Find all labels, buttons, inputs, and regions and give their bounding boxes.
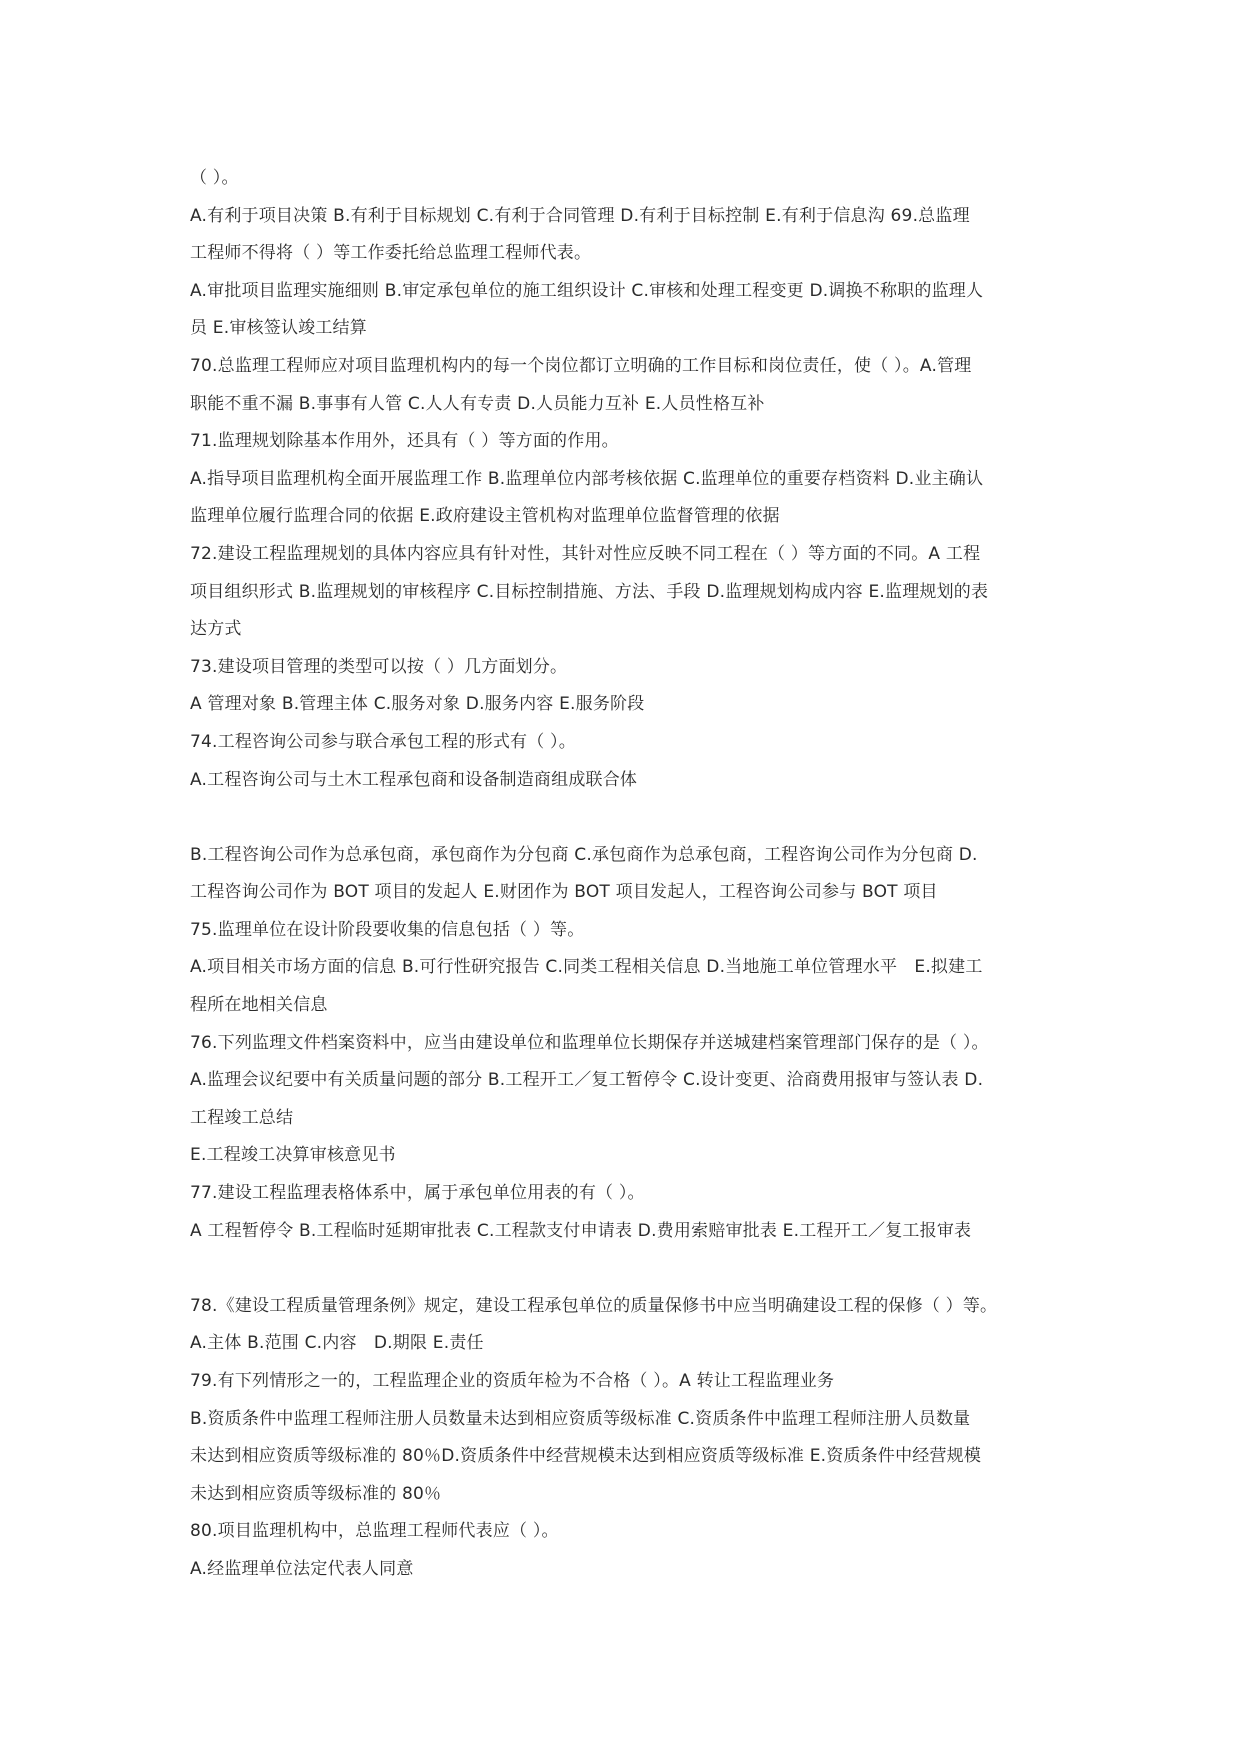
- text-line: E.工程竣工决算审核意见书: [190, 1145, 396, 1166]
- text-line: 员 E.审核签认竣工结算: [190, 318, 367, 339]
- text-line: 80.项目监理机构中，总监理工程师代表应（ ）。: [190, 1521, 559, 1542]
- text-line: 77.建设工程监理表格体系中，属于承包单位用表的有（ ）。: [190, 1183, 645, 1204]
- text-line: A.主体 B.范围 C.内容 D.期限 E.责任: [190, 1333, 484, 1354]
- text-line: 达方式: [190, 619, 242, 640]
- text-line: 工程竣工总结: [190, 1107, 294, 1128]
- text-line: A.有利于项目决策 B.有利于目标规划 C.有利于合同管理 D.有利于目标控制 E.有利于信息沟 69.总监理: [190, 205, 970, 226]
- text-line: 71.监理规划除基本作用外，还具有（ ）等方面的作用。: [190, 431, 619, 452]
- text-line: 工程咨询公司作为 BOT 项目的发起人 E.财团作为 BOT 项目发起人，工程咨询公司参与 BOT 项目: [190, 882, 938, 903]
- text-line: 70.总监理工程师应对项目监理机构内的每一个岗位都订立明确的工作目标和岗位责任，使（ ）。A.管理: [190, 355, 972, 376]
- document-body: [190, 160, 1070, 1589]
- text-line: 76.下列监理文件档案资料中，应当由建设单位和监理单位长期保存并送城建档案管理部门保存的是（ ）。: [190, 1032, 989, 1053]
- blank-line: [190, 799, 1070, 837]
- text-line: 78.《建设工程质量管理条例》规定，建设工程承包单位的质量保修书中应当明确建设工程的保修（ ）等。: [190, 1295, 998, 1316]
- text-line: 职能不重不漏 B.事事有人管 C.人人有专责 D.人员能力互补 E.人员性格互补: [190, 393, 765, 414]
- text-line: B.工程咨询公司作为总承包商，承包商作为分包商 C.承包商作为总承包商，工程咨询公司作为分包商 D.: [190, 844, 978, 865]
- text-line: 74.工程咨询公司参与联合承包工程的形式有（ ）。: [190, 731, 576, 752]
- text-line: 73.建设项目管理的类型可以按（ ）几方面划分。: [190, 656, 568, 677]
- text-line: （ ）。: [190, 168, 239, 188]
- text-line: 工程师不得将（ ）等工作委托给总监理工程师代表。: [190, 243, 592, 264]
- text-line: 程所在地相关信息: [190, 995, 328, 1016]
- text-line: A.审批项目监理实施细则 B.审定承包单位的施工组织设计 C.审核和处理工程变更 D.调换不称职的监理人: [190, 280, 984, 301]
- text-line: 项目组织形式 B.监理规划的审核程序 C.目标控制措施、方法、手段 D.监理规划构成内容 E.监理规划的表: [190, 581, 989, 602]
- text-line: A 管理对象 B.管理主体 C.服务对象 D.服务内容 E.服务阶段: [190, 694, 645, 715]
- blank-line: [190, 1250, 1070, 1288]
- text-line: A.经监理单位法定代表人同意: [190, 1558, 414, 1579]
- text-line: 72.建设工程监理规划的具体内容应具有针对性，其针对性应反映不同工程在（ ）等方面的不同。A 工程: [190, 543, 981, 564]
- text-line: 监理单位履行监理合同的依据 E.政府建设主管机构对监理单位监督管理的依据: [190, 506, 780, 527]
- text-line: B.资质条件中监理工程师注册人员数量未达到相应资质等级标准 C.资质条件中监理工程师注册人员数量: [190, 1408, 971, 1429]
- text-line: A 工程暂停令 B.工程临时延期审批表 C.工程款支付申请表 D.费用索赔审批表 E.工程开工／复工报审表: [190, 1220, 972, 1241]
- text-line: 未达到相应资质等级标准的 80％D.资质条件中经营规模未达到相应资质等级标准 E.资质条件中经营规模: [190, 1446, 982, 1467]
- text-line: 79.有下列情形之一的，工程监理企业的资质年检为不合格（ ）。A 转让工程监理业务: [190, 1371, 835, 1391]
- text-line: 75.监理单位在设计阶段要收集的信息包括（ ）等。: [190, 919, 585, 940]
- text-line: 未达到相应资质等级标准的 80％: [190, 1483, 442, 1504]
- text-line: A.监理会议纪要中有关质量问题的部分 B.工程开工／复工暂停令 C.设计变更、洽商费用报审与签认表 D.: [190, 1070, 984, 1091]
- text-line: A.指导项目监理机构全面开展监理工作 B.监理单位内部考核依据 C.监理单位的重要存档资料 D.业主确认: [190, 468, 984, 489]
- text-line: A.项目相关市场方面的信息 B.可行性研究报告 C.同类工程相关信息 D.当地施工单位管理水平 E.拟建工: [190, 957, 983, 978]
- text-line: A.工程咨询公司与土木工程承包商和设备制造商组成联合体: [190, 769, 638, 790]
